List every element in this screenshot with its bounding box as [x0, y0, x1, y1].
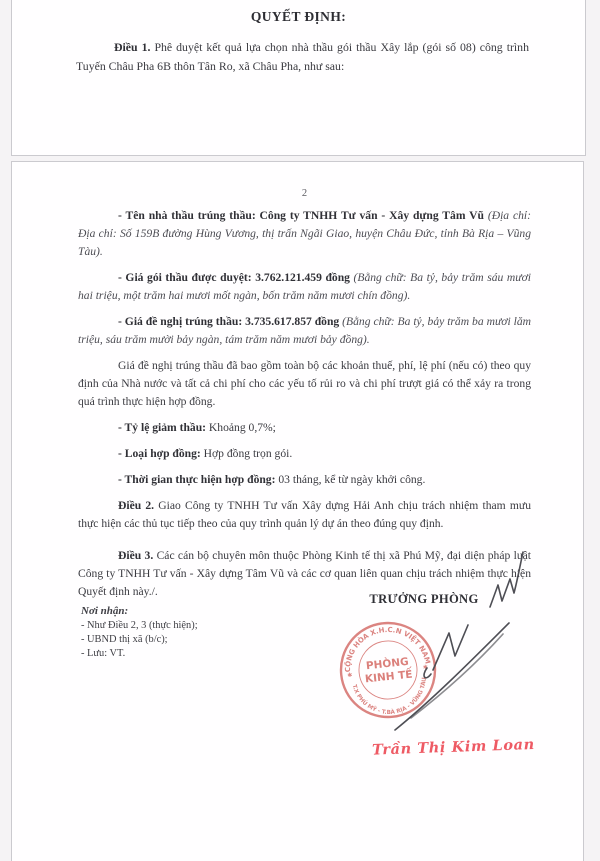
signature-spike-stroke	[433, 625, 468, 670]
paragraph-article-2	[78, 497, 531, 533]
article-3-label: Điều 3.	[118, 549, 154, 562]
signer-title: TRƯỞNG PHÒNG	[369, 592, 479, 606]
article-1-text: Phê duyệt kết quả lựa chọn nhà thầu gói thầu Xây lắp (gói số 08) công trình Tuyến Châu Pha 6B thôn Tân Ro, xã Châu Pha, như sau:	[76, 40, 529, 73]
signature-curl-stroke	[424, 668, 431, 678]
document-page-2	[11, 161, 584, 861]
document-title: QUYẾT ĐỊNH:	[250, 9, 347, 24]
paragraph-price-note	[78, 357, 531, 411]
paragraph-contractor-name	[78, 207, 531, 261]
signature-flourish-stroke	[490, 552, 523, 607]
approved-price-bold: - Giá gói thầu được duyệt: 3.762.121.459 đồng	[118, 271, 350, 284]
signer-name: Trần Thị Kim Loan	[371, 735, 536, 759]
paragraph-duration	[78, 471, 531, 489]
recipient-item: - Lưu: VT.	[81, 647, 126, 659]
article-3-text: Các cán bộ chuyên môn thuộc Phòng Kinh tế thị xã Phú Mỹ, đại diện pháp luật Công ty TNHH Tư vấn - Xây dựng Tâm Vũ và các cơ quan liên quan chịu trách nhiệm thực hiện Quyết định này./.	[78, 549, 532, 598]
recipient-item: - Như Điều 2, 3 (thực hiện);	[81, 620, 198, 631]
stamp-arc-bottom-text: T.X PHÚ MỸ - T.BÀ RỊA - VŨNG TÀU	[350, 677, 428, 716]
contractor-name-bold: - Tên nhà thầu trúng thầu: Công ty TNHH Tư vấn - Xây dựng Tâm Vũ	[118, 209, 484, 222]
contract-type-value: Hợp đồng trọn gói.	[200, 447, 293, 460]
signature-main-stroke	[395, 623, 509, 730]
article-2-label: Điều 2.	[118, 499, 155, 512]
stamp-center-line2: KINH TẾ	[364, 668, 414, 686]
proposed-price-bold: - Giá đề nghị trúng thầu: 3.735.617.857 đồng	[118, 315, 340, 328]
paragraph-discount-rate	[78, 419, 531, 437]
article-2-text: Giao Công ty TNHH Tư vấn Xây dựng Hải Anh chịu trách nhiệm tham mưu thực hiện các thủ tục tiếp theo của quy trình quản lý dự án theo đúng quy định.	[78, 499, 531, 530]
approved-price-words: (Bằng chữ: Ba tỷ, bảy trăm sáu mươi hai triệu, một trăm hai mươi mốt ngàn, bốn trăm năm mươi chín đồng).	[78, 271, 531, 302]
contract-type-label: - Loại hợp đồng:	[118, 447, 201, 460]
duration-label: - Thời gian thực hiện hợp đồng:	[118, 473, 276, 486]
document-page-1	[11, 0, 586, 156]
page-2-body	[78, 188, 531, 601]
article-1-label: Điều 1.	[114, 40, 151, 54]
page-number: 2	[301, 188, 308, 199]
recipients-block	[81, 605, 281, 660]
article-1-paragraph	[76, 38, 529, 76]
contractor-address-italic: (Địa chỉ: Địa chỉ: Số 159B đường Hùng Vương, thị trấn Ngãi Giao, huyện Châu Đức, tỉnh Bà Rịa – Vũng Tàu).	[78, 209, 531, 258]
proposed-price-words: (Bằng chữ: Ba tỷ, bảy trăm ba mươi lăm triệu, sáu trăm mười bảy ngàn, tám trăm năm mươi bảy đồng).	[78, 315, 531, 346]
stamp-center-line1: PHÒNG	[365, 655, 410, 673]
paragraph-proposed-price	[78, 313, 531, 349]
price-note-text: Giá đề nghị trúng thầu đã bao gồm toàn bộ các khoản thuế, phí, lệ phí (nếu có) theo quy định của Nhà nước và tất cả chi phí cho các yếu tố rủi ro và chi phí trượt giá có thể xảy ra trong quá trình thực hiện hợp đồng.	[78, 359, 531, 408]
stamp-arc-top-text: CỘNG HÒA X.H.C.N VIỆT NAM	[343, 625, 432, 673]
stamp-star-left: ✱	[347, 671, 353, 680]
recipients-heading: Nơi nhận:	[81, 605, 129, 617]
stamp-star-right: ✱	[422, 663, 429, 672]
duration-value: 03 tháng, kể từ ngày khởi công.	[275, 473, 426, 486]
handwritten-signature	[361, 546, 531, 746]
paragraph-contract-type	[78, 445, 531, 463]
paragraph-approved-price	[78, 269, 531, 305]
discount-rate-label: - Tỷ lệ giảm thầu:	[118, 421, 207, 434]
discount-rate-value: Khoảng 0,7%;	[206, 421, 276, 434]
recipient-item: - UBND thị xã (b/c);	[81, 633, 168, 645]
